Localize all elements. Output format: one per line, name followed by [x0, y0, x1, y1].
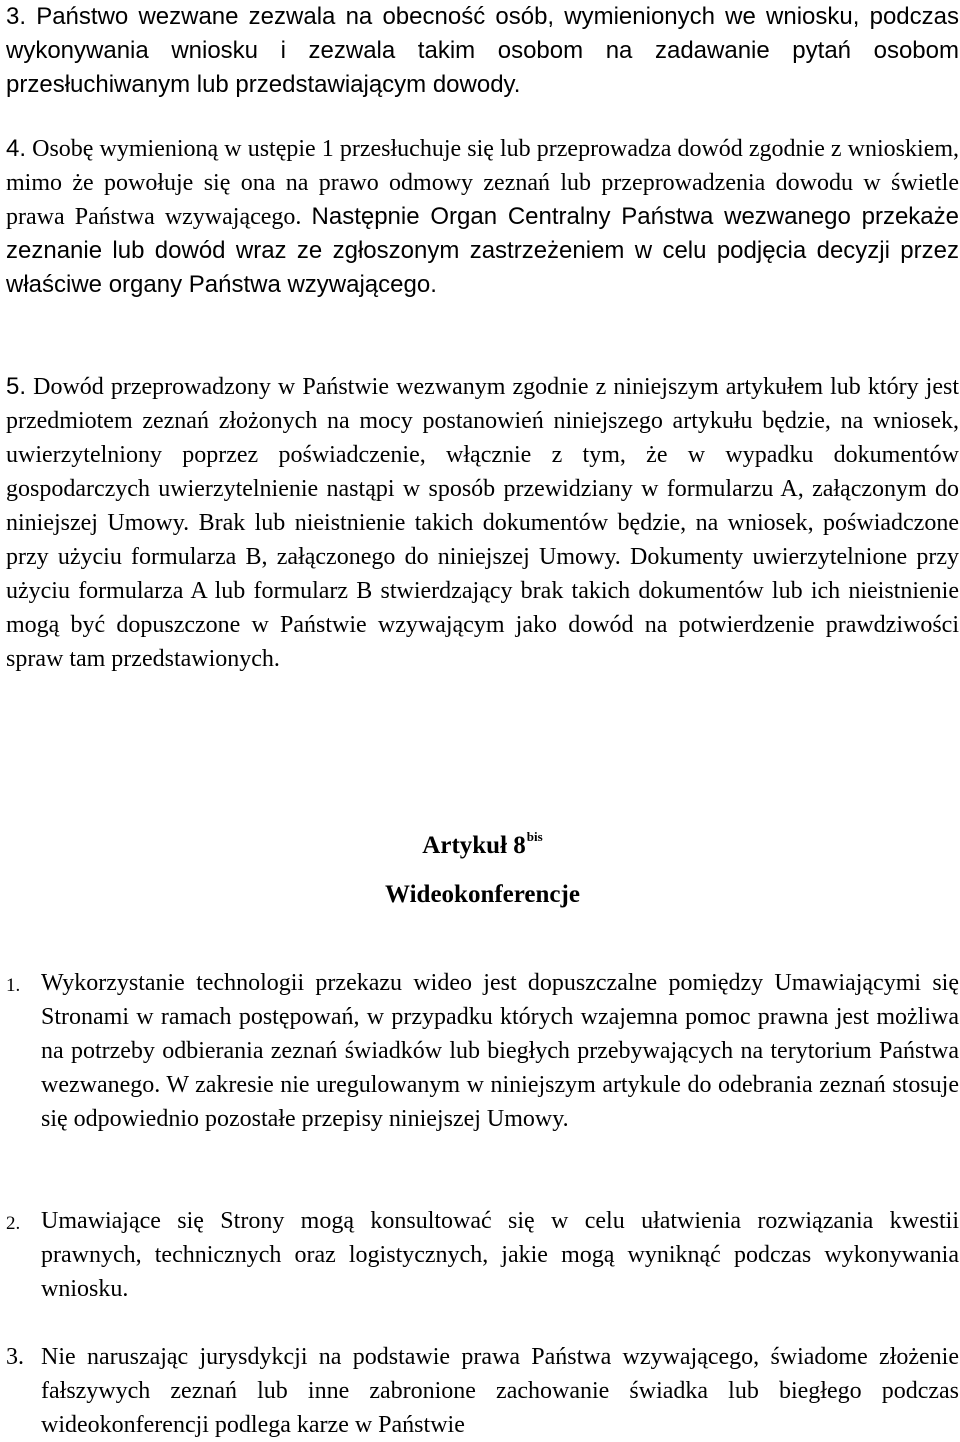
article-title-text: Artykuł 8	[422, 832, 526, 859]
article-item-1-number: 1.	[6, 975, 21, 996]
article-item-2-number: 2.	[6, 1213, 21, 1234]
article-item-2-text: Umawiające się Strony mogą konsultować się w celu ułatwienia rozwiązania kwestii prawnych, technicznych oraz logistycznych, jakie mogą wyniknąć podczas wykonywania wniosku.	[41, 1208, 959, 1302]
paragraph-5	[6, 370, 959, 676]
article-title-superscript: bis	[526, 829, 543, 844]
article-item-3-number: 3.	[6, 1344, 24, 1370]
article-item-1-text: Wykorzystanie technologii przekazu wideo jest dopuszczalne pomiędzy Umawiającymi się Stronami w ramach postępowań, w przypadku których wzajemna pomoc prawna jest możliwa na potrzeby odbierania zeznań świadków lub biegłych przebywających na terytorium Państwa wezwanego. W zakresie nie uregulowanym w niniejszym artykule do odebrania zeznań stosuje się odpowiednio pozostałe przepisy niniejszej Umowy.	[41, 970, 959, 1132]
paragraph-5-number: 5.	[6, 373, 27, 400]
article-item-1	[6, 966, 959, 1136]
article-item-3	[6, 1340, 959, 1442]
paragraph-4-text-sans: Następnie Organ Centralny Państwa wezwanego przekaże zeznanie lub dowód wraz ze zgłoszonym zastrzeżeniem w celu podjęcia decyzji przez właściwe organy Państwa wzywającego.	[6, 203, 960, 298]
paragraph-3-text: Państwo wezwane zezwala na obecność osób, wymienionych we wniosku, podczas wykonywania wniosku i zezwala takim osobom na zadawanie pytań osobom przesłuchiwanym lub przedstawiającym dowody.	[6, 3, 959, 98]
article-subtitle: Wideokonferencje	[385, 881, 580, 908]
paragraph-3-number: 3.	[6, 3, 27, 30]
article-item-3-text: Nie naruszając jurysdykcji na podstawie prawa Państwa wzywającego, świadome złożenie fałszywych zeznań lub inne zabronione zachowanie świadka lub biegłego podczas wideokonferencji podlega karze w Państwie	[41, 1344, 959, 1438]
paragraph-3	[6, 0, 959, 102]
paragraph-5-text: Dowód przeprowadzony w Państwie wezwanym zgodnie z niniejszym artykułem lub który jest przedmiotem zeznań złożonych na mocy postanowień niniejszego artykułu będzie, na wniosek, uwierzytelniony poprzez poświadczenie, włącznie z tym, że w wypadku dokumentów gospodarczych uwierzytelnienie nastąpi w sposób przewidziany w formularzu A, załączonym do niniejszej Umowy. Brak lub nieistnienie takich dokumentów będzie, na wniosek, poświadczone przy użyciu formularza B, załączonego do niniejszej Umowy. Dokumenty uwierzytelnione przy użyciu formularza A lub formularz B stwierdzający brak takich dokumentów lub ich nieistnienie mogą być dopuszczone w Państwie wzywającym jako dowód na potwierdzenie prawdziwości spraw tam przedstawionych.	[6, 374, 959, 672]
article-item-2	[6, 1204, 959, 1306]
paragraph-4-text-serif: Osobę wymienioną w ustępie 1 przesłuchuje się lub przeprowadza dowód zgodnie z wnioskiem, mimo że powołuje się ona na prawo odmowy zeznań lub przeprowadzenia dowodu w świetle prawa Państwa wzywającego.	[6, 136, 960, 230]
article-title	[6, 820, 959, 863]
paragraph-4	[6, 132, 959, 302]
paragraph-4-number: 4.	[6, 135, 27, 162]
